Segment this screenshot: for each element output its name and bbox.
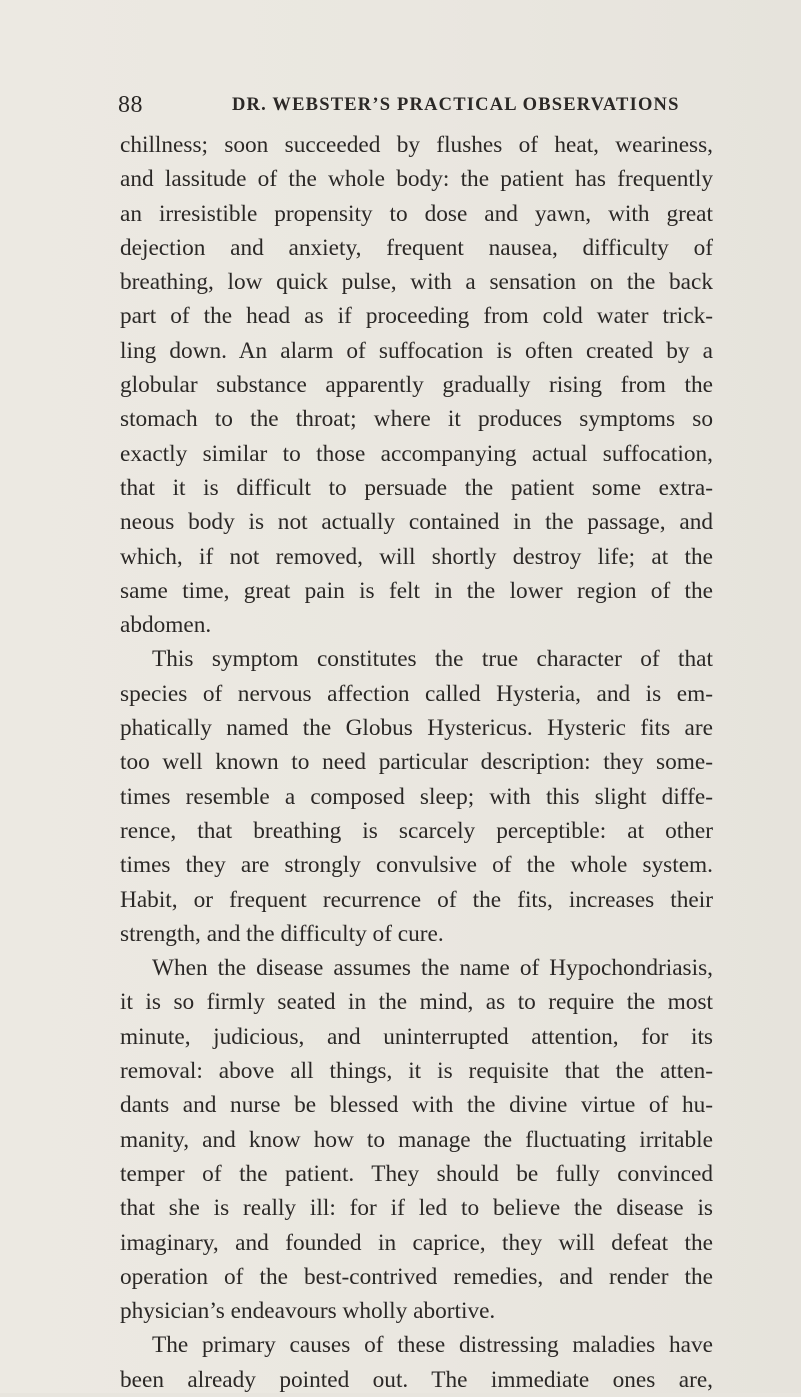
text-line: imaginary, and founded in caprice, they will defeat the	[120, 1229, 713, 1256]
text-line: Habit, or frequent recurrence of the fits, increases their	[120, 886, 713, 913]
text-line: This symptom constitutes the true character of that	[152, 646, 713, 673]
text-line: abdomen.	[120, 612, 212, 639]
text-line: temper of the patient. They should be fully convinced	[120, 1160, 713, 1187]
text-line: same time, great pain is felt in the lower region of the	[120, 577, 713, 604]
text-line: operation of the best-contrived remedies, and render the	[120, 1263, 713, 1290]
text-line: times resemble a composed sleep; with this slight diffe-	[120, 783, 713, 810]
text-line: too well known to need particular description: they some-	[120, 749, 713, 776]
body-text	[120, 128, 713, 1397]
page-header	[118, 92, 718, 122]
text-line: ling down. An alarm of suffocation is often created by a	[120, 337, 713, 364]
text-line: neous body is not actually contained in the passage, and	[120, 509, 713, 536]
text-line: phatically named the Globus Hystericus. Hysteric fits are	[120, 715, 713, 742]
text-line: strength, and the difficulty of cure.	[120, 920, 444, 947]
text-line: it is so firmly seated in the mind, as to require the most	[120, 989, 713, 1016]
text-line: stomach to the throat; where it produces symptoms so	[120, 406, 713, 433]
text-line: globular substance apparently gradually rising from the	[120, 372, 713, 399]
text-line: that it is difficult to persuade the patient some extra-	[120, 474, 713, 501]
text-line: times they are strongly convulsive of the whole system.	[120, 852, 713, 879]
text-line: The primary causes of these distressing maladies have	[152, 1332, 713, 1359]
text-line: exactly similar to those accompanying actual suffocation,	[120, 440, 713, 467]
text-line: rence, that breathing is scarcely perceptible: at other	[120, 817, 713, 844]
text-line: been already pointed out. The immediate ones are,	[120, 1366, 713, 1393]
text-line: removal: above all things, it is requisite that the atten-	[120, 1058, 713, 1085]
text-line: dants and nurse be blessed with the divine virtue of hu-	[120, 1092, 713, 1119]
text-line: and lassitude of the whole body: the patient has frequently	[120, 166, 713, 193]
text-line: species of nervous affection called Hysteria, and is em-	[120, 680, 713, 707]
text-line: that she is really ill: for if led to believe the disease is	[120, 1195, 713, 1222]
text-line: breathing, low quick pulse, with a sensation on the back	[120, 269, 713, 296]
page-number: 88	[118, 92, 143, 118]
text-line: an irresistible propensity to dose and yawn, with great	[120, 200, 713, 227]
text-line: minute, judicious, and uninterrupted attention, for its	[120, 1023, 713, 1050]
running-head: DR. WEBSTER’S PRACTICAL OBSERVATIONS	[232, 95, 680, 115]
text-line: manity, and know how to manage the fluctuating irritable	[120, 1126, 713, 1153]
text-line: When the disease assumes the name of Hypochondriasis,	[152, 955, 713, 982]
text-line: dejection and anxiety, frequent nausea, difficulty of	[120, 234, 713, 261]
text-line: chillness; soon succeeded by flushes of heat, weariness,	[120, 132, 713, 158]
text-line: physician’s endeavours wholly abortive.	[120, 1298, 496, 1325]
text-line: which, if not removed, will shortly destroy life; at the	[120, 543, 713, 570]
text-line: part of the head as if proceeding from cold water trick-	[120, 303, 713, 330]
